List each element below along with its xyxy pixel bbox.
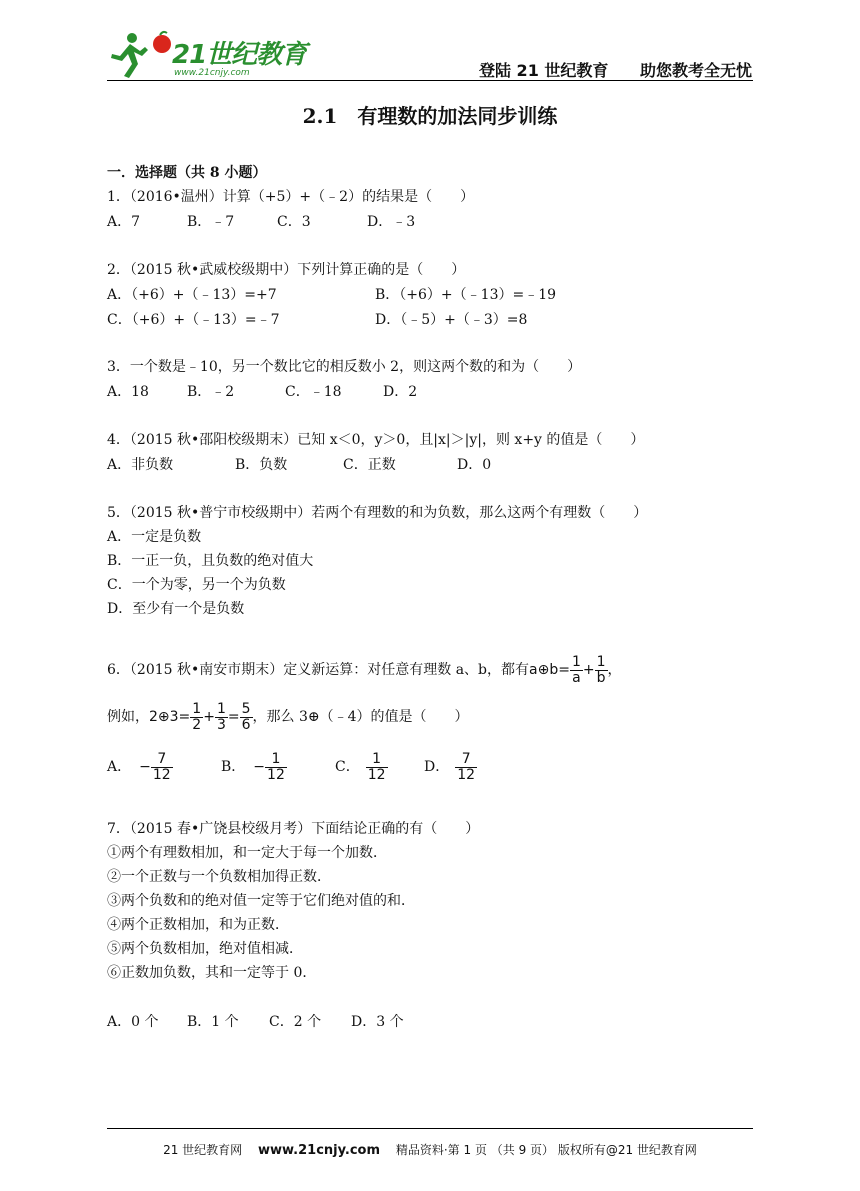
q4-stem: 4．（2015 秋•邵阳校级期末）已知 x＜0，y＞0，且|x|＞|y|，则 x+y 的值是（ ） <box>107 432 645 448</box>
q1-option-b: B．﹣7 <box>187 214 235 230</box>
header-divider <box>107 80 753 81</box>
q1-stem: 1．（2016•温州）计算（+5）+（﹣2）的结果是（ ） <box>107 189 475 205</box>
q7-statement-4: ④两个正数相加，和为正数． <box>107 917 289 933</box>
q6-example-suffix: ，那么 3⊕（﹣4）的值是（ ） <box>252 709 469 725</box>
q2-option-a: A．（+6）+（﹣13）=+7 <box>107 287 277 303</box>
q5-option-d: D．至少有一个是负数 <box>107 601 245 617</box>
q4-option-c: C．正数 <box>343 457 396 473</box>
q6-example-line <box>107 699 469 735</box>
q6-option-b: B． − $\frac{1}{12}$ <box>221 750 285 783</box>
q7-statement-6: ⑥正数加负数，其和一定等于 0． <box>107 965 317 981</box>
q3-option-d: D．2 <box>383 384 418 400</box>
q6-stem: 6．（2015 秋•南安市期末）定义新运算：对任意有理数 a、b，都有 <box>107 662 530 678</box>
slogan-left: 登陆 21 世纪教育 <box>478 61 609 80</box>
fraction-5-over-6: $\frac{5}{6}$ <box>241 700 251 733</box>
fraction-1-over-a: $\frac{1}{a}$ <box>571 653 581 686</box>
q7-option-c: C．2 个 <box>269 1014 322 1030</box>
fraction-1-over-3: $\frac{1}{3}$ <box>216 700 226 733</box>
q6-stem-line: 6．（2015 秋•南安市期末）定义新运算：对任意有理数 a、b，都有a⊕b= $\frac{1}{a}$ + $\frac{1}{b}$ ， <box>107 653 622 686</box>
q4-option-b: B．负数 <box>235 457 288 473</box>
header-slogan <box>453 58 752 81</box>
slogan-right: 助您教考全无忧 <box>639 61 752 80</box>
q3-option-a: A．18 <box>107 384 149 400</box>
footer-right: 精品资料·第 1 页 （共 9 页） 版权所有@21 世纪教育网 <box>395 1143 697 1157</box>
section-heading: 一．选择题（共 8 小题） <box>107 165 267 181</box>
logo-url: www.21cnjy.com <box>174 68 250 78</box>
q2-option-b: B．（+6）+（﹣13）=﹣19 <box>375 287 557 303</box>
q7-option-a: A．0 个 <box>107 1014 159 1030</box>
fraction-1-over-2: $\frac{1}{2}$ <box>192 700 202 733</box>
q6-example: 2⊕3= $\frac{1}{2}$ + $\frac{1}{3}$ = $\frac{5}{6}$ <box>149 700 251 733</box>
q7-statement-5: ⑤两个负数相加，绝对值相减． <box>107 941 303 957</box>
q6-option-c: C． $\frac{1}{12}$ <box>335 750 386 783</box>
q4-option-d: D．0 <box>457 457 492 473</box>
runner-icon <box>110 30 174 80</box>
q5-option-b: B．一正一负，且负数的绝对值大 <box>107 553 314 569</box>
q5-stem: 5．（2015 秋•普宁市校级期中）若两个有理数的和为负数，那么这两个有理数（ ） <box>107 505 648 521</box>
logo-text: 21世纪教育 <box>172 40 307 70</box>
page-header <box>0 0 860 90</box>
q1-option-a: A．7 <box>107 214 141 230</box>
q7-statement-2: ②一个正数与一个负数相加得正数． <box>107 869 331 885</box>
footer-left: 21 世纪教育网 <box>163 1143 243 1157</box>
q3-stem: 3．一个数是﹣10，另一个数比它的相反数小 2，则这两个数的和为（ ） <box>107 359 582 375</box>
q5-option-a: A．一定是负数 <box>107 529 202 545</box>
logo <box>110 30 310 80</box>
q7-option-b: B．1 个 <box>187 1014 239 1030</box>
q7-option-d: D．3 个 <box>351 1014 404 1030</box>
page-title: 2.1 有理数的加法同步训练 <box>302 104 558 128</box>
q7-stem: 7．（2015 春•广饶县校级月考）下面结论正确的有（ ） <box>107 821 480 837</box>
footer-site: www.21cnjy.com <box>257 1143 381 1158</box>
q3-option-c: C．﹣18 <box>285 384 342 400</box>
q6-definition: a⊕b= $\frac{1}{a}$ + $\frac{1}{b}$ <box>529 653 606 686</box>
q3-option-b: B．﹣2 <box>187 384 235 400</box>
q2-option-c: C．（+6）+（﹣13）=﹣7 <box>107 312 280 328</box>
q7-statement-3: ③两个负数和的绝对值一定等于它们绝对值的和． <box>107 893 415 909</box>
q6-option-a: A． − $\frac{7}{12}$ <box>107 750 171 783</box>
q6-example-prefix: 例如， <box>107 709 149 725</box>
q2-option-d: D．（﹣5）+（﹣3）=8 <box>375 312 528 328</box>
page-footer <box>0 1141 860 1158</box>
q7-statement-1: ①两个有理数相加，和一定大于每一个加数． <box>107 845 387 861</box>
q2-stem: 2．（2015 秋•武威校级期中）下列计算正确的是（ ） <box>107 262 466 278</box>
q4-option-a: A．非负数 <box>107 457 174 473</box>
fraction-1-over-b: $\frac{1}{b}$ <box>596 653 606 686</box>
footer-divider <box>107 1128 753 1129</box>
q1-option-c: C．3 <box>277 214 311 230</box>
q6-option-d: D． $\frac{7}{12}$ <box>424 750 476 783</box>
q5-option-c: C．一个为零，另一个为负数 <box>107 577 286 593</box>
q1-option-d: D．﹣3 <box>367 214 416 230</box>
